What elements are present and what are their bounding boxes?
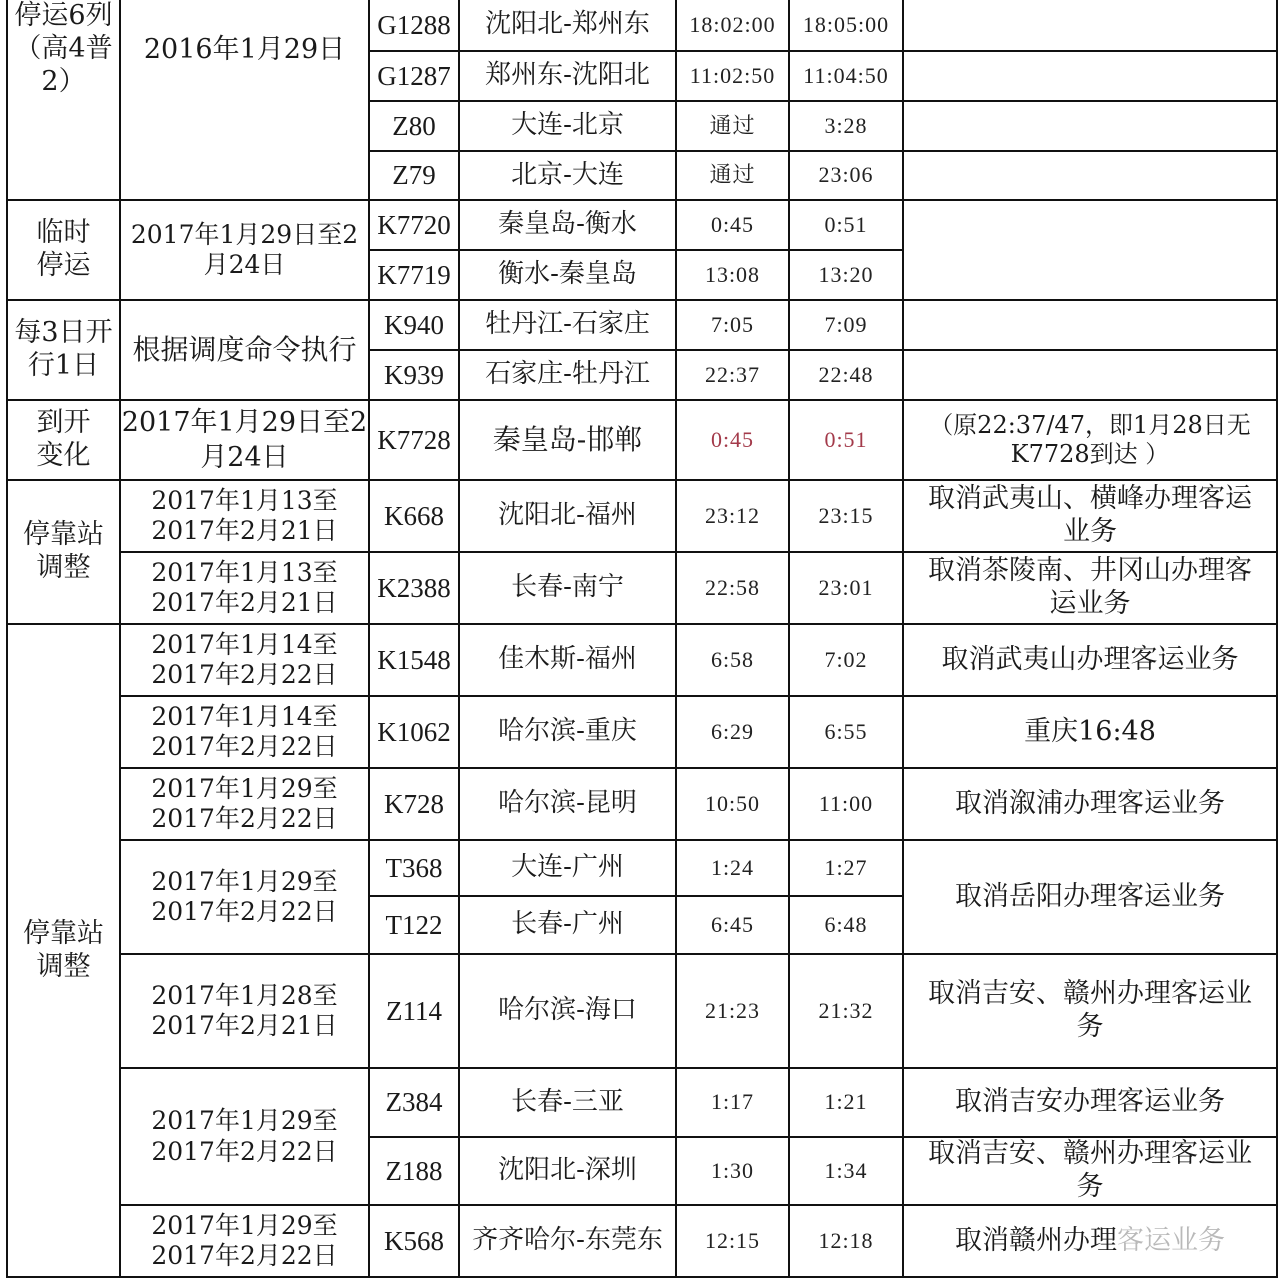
period-line: 月24日	[200, 442, 289, 473]
note-cell	[903, 480, 1277, 552]
note-cell: 取消岳阳办理客运业务	[903, 840, 1277, 954]
note-cell	[903, 552, 1277, 624]
category-line: 调整	[36, 950, 91, 982]
train-number: K568	[369, 1205, 459, 1277]
train-number: T122	[369, 896, 459, 954]
arrive-time: 13:08	[676, 250, 789, 300]
note-cell	[903, 1205, 1277, 1277]
period-line: 2017年2月22日	[151, 804, 338, 833]
train-schedule-adjustment-table	[6, 0, 1278, 1278]
depart-time: 18:05:00	[789, 0, 903, 51]
category-line: 停运6列	[14, 0, 113, 31]
period-cell	[120, 840, 369, 954]
arrive-time-changed: 0:45	[676, 400, 789, 480]
depart-time: 7:02	[789, 624, 903, 696]
category-cell	[7, 400, 120, 480]
note-text: 取消赣州办理	[955, 1224, 1117, 1256]
note-cell	[903, 0, 1277, 51]
train-number: K7720	[369, 200, 459, 250]
period-cell	[120, 552, 369, 624]
note-cell: 取消吉安办理客运业务	[903, 1068, 1277, 1137]
table-row	[7, 480, 1277, 552]
route: 哈尔滨-海口	[459, 954, 676, 1068]
arrive-time: 22:58	[676, 552, 789, 624]
arrive-time: 6:29	[676, 696, 789, 768]
depart-time-changed: 0:51	[789, 400, 903, 480]
depart-time: 12:18	[789, 1205, 903, 1277]
table-row	[7, 300, 1277, 350]
period-cell	[120, 1205, 369, 1277]
depart-time: 22:48	[789, 350, 903, 400]
note-line: K7728到达 ）	[1010, 440, 1170, 468]
arrive-time: 12:15	[676, 1205, 789, 1277]
note-cell	[903, 1137, 1277, 1205]
route: 哈尔滨-昆明	[459, 768, 676, 840]
note-line: 务	[1076, 1171, 1104, 1202]
note-line: （原22:37/47，即1月28日无	[929, 410, 1251, 439]
period-line: 2017年2月21日	[151, 1011, 338, 1040]
note-line: 取消吉安、赣州办理客运业	[928, 978, 1252, 1010]
note-cell	[903, 300, 1277, 350]
period-line: 2017年1月29至	[151, 1210, 338, 1240]
category-line: 停运	[36, 250, 91, 281]
train-number: G1288	[369, 0, 459, 51]
route: 衡水-秦皇岛	[459, 250, 676, 300]
depart-time: 11:04:50	[789, 51, 903, 101]
note-cell	[903, 151, 1277, 200]
train-number: K7719	[369, 250, 459, 300]
category-cell	[7, 300, 120, 400]
category-line: 临时	[36, 217, 91, 249]
period-line: 2017年1月29日至2	[130, 219, 359, 249]
depart-time: 3:28	[789, 101, 903, 151]
arrive-time: 6:58	[676, 624, 789, 696]
train-number: K1062	[369, 696, 459, 768]
depart-time: 6:55	[789, 696, 903, 768]
period-line: 2017年2月22日	[151, 1136, 338, 1166]
note-cell	[903, 400, 1277, 480]
train-number: Z79	[369, 151, 459, 200]
note-cell	[903, 954, 1277, 1068]
train-number: K668	[369, 480, 459, 552]
train-number: K728	[369, 768, 459, 840]
period-line: 2017年2月21日	[151, 588, 338, 617]
route: 石家庄-牡丹江	[459, 350, 676, 400]
arrive-time: 21:23	[676, 954, 789, 1068]
route: 秦皇岛-邯郸	[459, 400, 676, 480]
route: 长春-南宁	[459, 552, 676, 624]
category-line: 停靠站	[23, 519, 104, 551]
period-line: 2017年2月22日	[151, 732, 338, 761]
arrive-time: 6:45	[676, 896, 789, 954]
route: 长春-广州	[459, 896, 676, 954]
note-cell: 重庆16:48	[903, 696, 1277, 768]
depart-time: 11:00	[789, 768, 903, 840]
arrive-time: 10:50	[676, 768, 789, 840]
period-cell	[120, 768, 369, 840]
period-line: 2017年1月28至	[151, 980, 338, 1010]
category-line: 到开	[36, 407, 91, 439]
category-cell	[7, 200, 120, 300]
route: 大连-广州	[459, 840, 676, 896]
depart-time: 23:01	[789, 552, 903, 624]
table-row	[7, 624, 1277, 696]
arrive-time: 通过	[676, 151, 789, 200]
category-line: 行1日	[27, 350, 100, 381]
category-line: 变化	[36, 440, 91, 471]
period-line: 2017年2月22日	[151, 660, 338, 689]
depart-time: 6:48	[789, 896, 903, 954]
period-line: 2017年2月21日	[151, 516, 338, 545]
table-row	[7, 840, 1277, 896]
depart-time: 21:32	[789, 954, 903, 1068]
route: 北京-大连	[459, 151, 676, 200]
train-number: T368	[369, 840, 459, 896]
period-cell	[120, 400, 369, 480]
period-line: 2017年1月13至	[151, 485, 338, 515]
period-cell	[120, 480, 369, 552]
table-row	[7, 768, 1277, 840]
arrive-time: 22:37	[676, 350, 789, 400]
arrive-time: 18:02:00	[676, 0, 789, 51]
route: 秦皇岛-衡水	[459, 200, 676, 250]
note-cell	[903, 200, 1277, 300]
category-line: 停靠站	[23, 917, 104, 949]
category-cell	[7, 480, 120, 624]
depart-time: 23:15	[789, 480, 903, 552]
period-line: 2017年1月29日至2	[121, 406, 368, 438]
route: 牡丹江-石家庄	[459, 300, 676, 350]
route: 郑州东-沈阳北	[459, 51, 676, 101]
arrive-time: 0:45	[676, 200, 789, 250]
route: 大连-北京	[459, 101, 676, 151]
category-line: 2）	[41, 65, 86, 97]
route: 齐齐哈尔-东莞东	[459, 1205, 676, 1277]
arrive-time: 7:05	[676, 300, 789, 350]
table-row	[7, 552, 1277, 624]
depart-time: 1:34	[789, 1137, 903, 1205]
arrive-time: 11:02:50	[676, 51, 789, 101]
note-line: 业务	[1063, 516, 1117, 547]
period-line: 2017年1月14至	[151, 629, 338, 659]
table-row	[7, 954, 1277, 1068]
arrive-time: 通过	[676, 101, 789, 151]
period-line: 月24日	[203, 250, 286, 279]
table-row	[7, 200, 1277, 250]
depart-time: 23:06	[789, 151, 903, 200]
note-line: 取消茶陵南、井冈山办理客	[928, 555, 1252, 587]
category-cell	[7, 0, 120, 200]
route: 沈阳北-福州	[459, 480, 676, 552]
period-cell	[120, 696, 369, 768]
train-number: K940	[369, 300, 459, 350]
route: 佳木斯-福州	[459, 624, 676, 696]
period-cell	[120, 624, 369, 696]
note-line: 取消武夷山、横峰办理客运	[928, 483, 1252, 515]
train-number: K2388	[369, 552, 459, 624]
table-row	[7, 0, 1277, 51]
train-number: Z80	[369, 101, 459, 151]
train-number: K7728	[369, 400, 459, 480]
period-cell: 2016年1月29日	[120, 0, 369, 200]
note-text-watermarked: 客运业务	[1117, 1224, 1225, 1256]
period-line: 2017年2月22日	[151, 1241, 338, 1270]
train-number: Z114	[369, 954, 459, 1068]
note-cell	[903, 350, 1277, 400]
category-line: 调整	[36, 552, 91, 583]
period-line: 2017年1月29至	[151, 1106, 338, 1135]
arrive-time: 23:12	[676, 480, 789, 552]
category-line: 每3日开	[14, 317, 113, 349]
period-cell	[120, 1068, 369, 1205]
note-line: 务	[1076, 1011, 1104, 1042]
period-cell	[120, 200, 369, 300]
category-cell	[7, 624, 120, 1277]
period-line: 2017年1月29至	[151, 866, 338, 896]
train-number: Z188	[369, 1137, 459, 1205]
note-cell: 取消溆浦办理客运业务	[903, 768, 1277, 840]
depart-time: 1:27	[789, 840, 903, 896]
period-cell	[120, 954, 369, 1068]
period-line: 2017年1月14至	[151, 701, 338, 731]
note-cell	[903, 51, 1277, 101]
table-row	[7, 1205, 1277, 1277]
arrive-time: 1:17	[676, 1068, 789, 1137]
depart-time: 13:20	[789, 250, 903, 300]
note-line: 运业务	[1049, 588, 1131, 619]
period-line: 2017年1月29至	[151, 773, 338, 803]
depart-time: 7:09	[789, 300, 903, 350]
arrive-time: 1:30	[676, 1137, 789, 1205]
table-row	[7, 696, 1277, 768]
train-number: Z384	[369, 1068, 459, 1137]
route: 哈尔滨-重庆	[459, 696, 676, 768]
period-cell: 根据调度命令执行	[120, 300, 369, 400]
note-cell	[903, 101, 1277, 151]
note-line: 取消吉安、赣州办理客运业	[928, 1138, 1252, 1170]
route: 沈阳北-郑州东	[459, 0, 676, 51]
arrive-time: 1:24	[676, 840, 789, 896]
train-number: K939	[369, 350, 459, 400]
table-row	[7, 1068, 1277, 1137]
route: 长春-三亚	[459, 1068, 676, 1137]
period-line: 2017年2月22日	[151, 897, 338, 926]
depart-time: 0:51	[789, 200, 903, 250]
route: 沈阳北-深圳	[459, 1137, 676, 1205]
depart-time: 1:21	[789, 1068, 903, 1137]
category-line: （高4普	[14, 32, 113, 64]
train-number: K1548	[369, 624, 459, 696]
table-row	[7, 400, 1277, 480]
note-cell: 取消武夷山办理客运业务	[903, 624, 1277, 696]
period-line: 2017年1月13至	[151, 557, 338, 587]
train-number: G1287	[369, 51, 459, 101]
